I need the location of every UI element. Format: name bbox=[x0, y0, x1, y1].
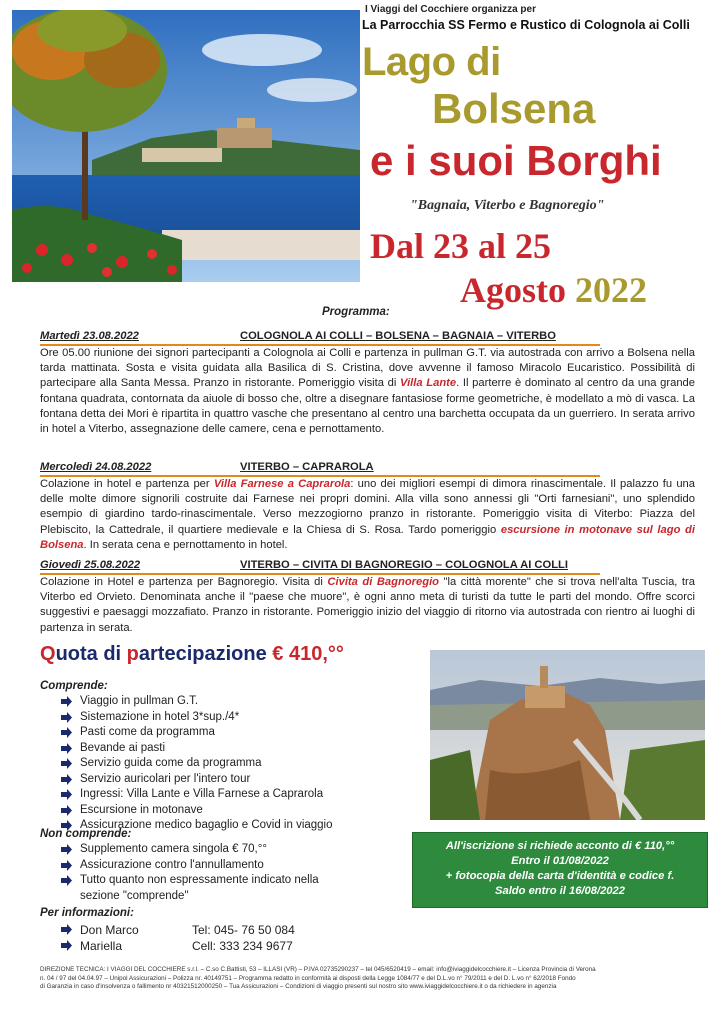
comprende-title: Comprende: bbox=[40, 680, 108, 692]
non-comprende-title: Non comprende: bbox=[40, 828, 132, 840]
bullet-icon bbox=[60, 860, 72, 871]
list-item: Tutto quanto non espressamente indicato nella sezione "comprende" bbox=[60, 873, 340, 904]
bullet-icon bbox=[60, 696, 72, 707]
quota-price: Quota di partecipazione € 410,°° bbox=[40, 643, 344, 665]
day-date: Martedì 23.08.2022 bbox=[40, 330, 139, 342]
day-header bbox=[40, 329, 600, 346]
programma-label: Programma: bbox=[322, 306, 390, 318]
list-item: Bevande ai pasti bbox=[60, 741, 333, 757]
dates-month: Agosto bbox=[460, 270, 566, 310]
subtitle: "Bagnaia, Viterbo e Bagnoregio" bbox=[410, 198, 605, 213]
bullet-icon bbox=[60, 875, 72, 886]
dates-range: Dal 23 al 25 bbox=[370, 226, 552, 266]
saldo-line: Saldo entro il 16/08/2022 bbox=[495, 885, 625, 897]
title-bolsena: Bolsena bbox=[432, 85, 596, 132]
list-item: Ingressi: Villa Lante e Villa Farnese a Caprarola bbox=[60, 787, 333, 803]
non-comprende-list bbox=[60, 842, 340, 904]
list-item: Servizio auricolari per l'intero tour bbox=[60, 772, 333, 788]
day-1 bbox=[40, 329, 695, 437]
footer-legal: DIREZIONE TECNICA: I VIAGGI DEL COCCHIERE s.r.l. – C.so C.Battisti, 53 – ILLASI (VR) – P.IVA 02735290237 – tel 045/6520419 – email: info@iviaggidelcocchiere.it – Licenza Provincia di Verona n. 04 / 97 del 04.04.97 – Unipol Assicurazioni – Polizza nr. 40149751 – Programma redatto in conformità ai disposti della Legge 1084/77 e del D.L.vo n° 79/2011 e del D. L.vo n° 62/2018 Fondo di Garanzia in caso d'insolvenza o fallimento nr 40321512000250 – Tua Assicurazioni – Condizioni di viaggio presenti sul nostro sito www.iviaggidelcocchiere.it o da richiedere in agenzia bbox=[40, 966, 596, 991]
dates-year: 2022 bbox=[575, 270, 647, 310]
day-description: Ore 05.00 riunione dei signori partecipanti a Colognola ai Colli e partenza in pullman G.T. via autostrada con arrivo a Bolsena nella tarda mattinata. Sosta e visita guidata alla Basilica di S. Cristina, dove avvenne il famoso Miracolo Eucaristico. Possibilità di partecipare alla Santa Messa. Pranzo in ristorante. Pomeriggio visita di Villa Lante. Il parterre è dominato al centro da una grande fontana quadrata, contornata da aiuole di bosso che, oltre a disegnare fantasiose forme geometriche, è modellato a mò di vasca. La fontana detta dei Mori è ripartita in quattro vasche che presentano al centro una barchetta occupata da un guerriero. In serata arrivo in hotel a Viterbo, assegnazione delle camere, cena e pernottamento. bbox=[40, 347, 696, 436]
day-description: Colazione in hotel e partenza per Villa Farnese a Caprarola: uno dei migliori esempi di dimora rinascimentale. Il palazzo fu una delle molte dimore signorili costruite dai Farnese nei propri domini. Alla villa sono annessi gli "Orti farnesiani", uno splendido esempio di giardino tardo-rinascimentale. Verso mezzogiorno pranzo in ristorante. Pomeriggio visita di Viterbo: Piazza del Plebiscito, la Cattedrale, il quartiere medievale e la Chiesa di S. Rosa. Tardo pomeriggio escursione in motonave sul lago di Bolsena. In serata cena e pernottamento in hotel. bbox=[40, 478, 696, 551]
dates-month-year bbox=[460, 270, 647, 310]
highlight-civita: Civita di Bagnoregio bbox=[327, 576, 440, 588]
list-item: Servizio guida come da programma bbox=[60, 756, 333, 772]
bullet-icon bbox=[60, 774, 72, 785]
documenti-line: + fotocopia della carta d'identità e codice f. bbox=[445, 870, 675, 882]
bullet-icon bbox=[60, 789, 72, 800]
civita-bagnoregio-photo bbox=[430, 650, 705, 820]
day-route: VITERBO – CIVITA DI BAGNOREGIO – COLOGNOLA AI COLLI bbox=[240, 559, 568, 571]
lake-bolsena-photo bbox=[12, 10, 360, 282]
bullet-icon bbox=[60, 727, 72, 738]
bullet-icon bbox=[60, 743, 72, 754]
day-route: COLOGNOLA AI COLLI – BOLSENA – BAGNAIA – VITERBO bbox=[240, 330, 556, 342]
list-item: Assicurazione medico bagaglio e Covid in viaggio bbox=[60, 818, 333, 834]
parish-line: La Parrocchia SS Fermo e Rustico di Colognola ai Colli bbox=[362, 18, 690, 32]
day-route: VITERBO – CAPRAROLA bbox=[240, 461, 374, 473]
bullet-icon bbox=[60, 712, 72, 723]
list-item: Supplemento camera singola € 70,°° bbox=[60, 842, 340, 858]
bullet-icon bbox=[60, 924, 72, 935]
list-item: Viaggio in pullman G.T. bbox=[60, 694, 333, 710]
highlight-villa-lante: Villa Lante bbox=[400, 377, 457, 390]
iscrizione-box bbox=[412, 832, 708, 908]
day-header bbox=[40, 558, 600, 575]
highlight-motonave: escursione in motonave sul lago di Bolsena bbox=[40, 523, 695, 551]
acconto-line: All'iscrizione si richiede acconto di € 110,°° bbox=[445, 840, 675, 852]
day-date: Giovedì 25.08.2022 bbox=[40, 559, 141, 571]
day-header bbox=[40, 460, 600, 477]
bullet-icon bbox=[60, 940, 72, 951]
list-item: Sistemazione in hotel 3*sup./4* bbox=[60, 710, 333, 726]
day-3 bbox=[40, 558, 695, 636]
title-borghi: e i suoi Borghi bbox=[370, 137, 662, 184]
day-date: Mercoledì 24.08.2022 bbox=[40, 461, 152, 473]
day-description: Colazione in Hotel e partenza per Bagnoregio. Visita di Civita di Bagnoregio "la città morente" che si trova nell'alta Tuscia, tra Viterbo ed Orvieto. Denominata anche il "paese che muore", è ogni anno meta di turisti da tutte le parti del mondo. Offre scorci suggestivi e paesaggi mozzafiato. Pranzo in ristorante. Pomeriggio inizio del viaggio di ritorno via autostrada con rientro ai luoghi di partenza in serata. bbox=[40, 576, 695, 634]
organizer-line: I Viaggi del Cocchiere organizza per bbox=[365, 4, 536, 15]
bullet-icon bbox=[60, 758, 72, 769]
highlight-villa-farnese: Villa Farnese a Caprarola bbox=[213, 478, 351, 490]
bullet-icon bbox=[60, 805, 72, 816]
bullet-icon bbox=[60, 844, 72, 855]
comprende-list bbox=[60, 694, 333, 834]
title-lago-di: Lago di bbox=[362, 40, 501, 84]
entro-line: Entro il 01/08/2022 bbox=[511, 855, 609, 867]
list-item: Assicurazione contro l'annullamento bbox=[60, 858, 340, 874]
info-title: Per informazioni: bbox=[40, 907, 134, 919]
list-item: Escursione in motonave bbox=[60, 803, 333, 819]
day-2 bbox=[40, 460, 695, 553]
list-item: Pasti come da programma bbox=[60, 725, 333, 741]
